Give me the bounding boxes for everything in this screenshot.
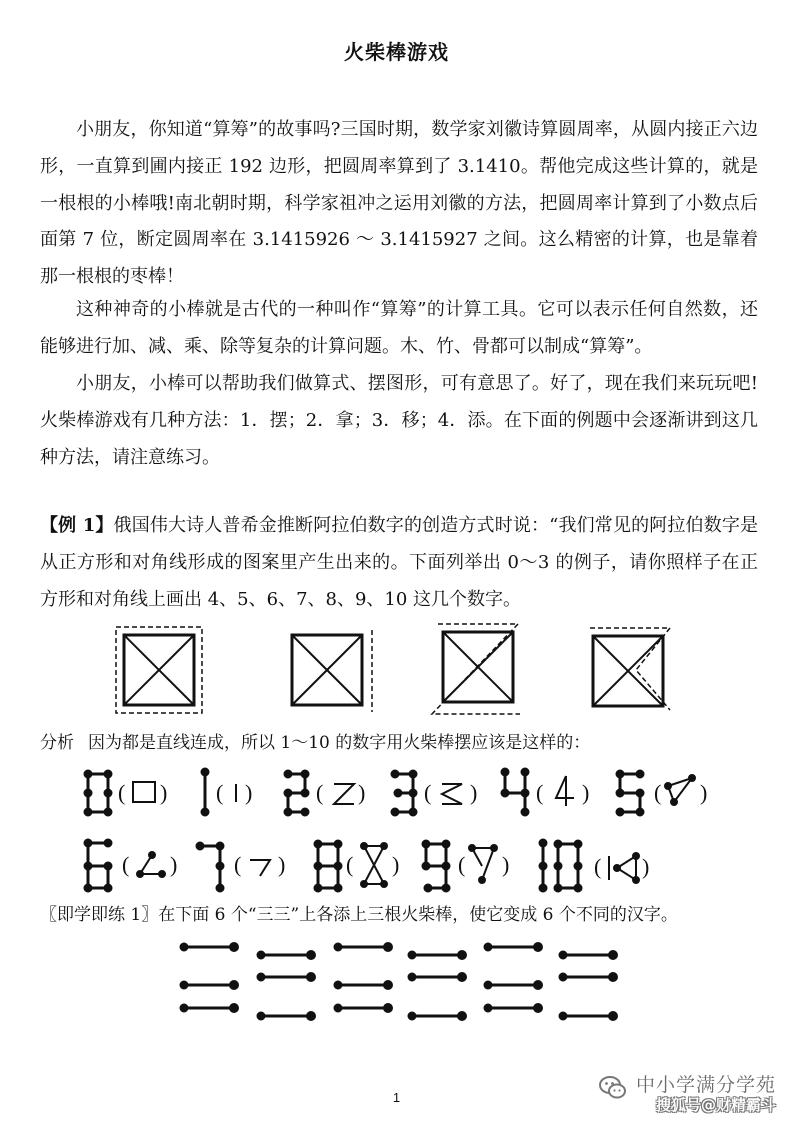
- matchstick-head: [385, 944, 392, 951]
- matchstick-tail: [409, 1013, 415, 1019]
- exercise-san-san-group: [409, 952, 466, 1020]
- exercise-groups: [181, 944, 617, 1020]
- match-digit-11: [540, 840, 649, 891]
- svg-text:): ): [170, 852, 178, 877]
- svg-text:(: (: [216, 780, 224, 805]
- svg-text:(: (: [122, 852, 130, 877]
- svg-text:(: (: [118, 780, 126, 805]
- svg-text:(: (: [458, 852, 466, 877]
- svg-text:): ): [160, 780, 168, 805]
- match-digit-2: [202, 769, 252, 815]
- exercise-san-san-group: [258, 952, 315, 1020]
- square-figure-0: [116, 627, 202, 713]
- matchstick-head: [535, 1005, 542, 1012]
- match-digit-8: [197, 843, 285, 891]
- match-digit-4: [392, 771, 477, 815]
- matchstick-head: [231, 944, 238, 951]
- svg-text:): ): [642, 854, 650, 879]
- matchstick-tail: [560, 952, 566, 958]
- svg-text:): ): [278, 852, 286, 877]
- match-digit-5: [502, 769, 589, 815]
- matchstick-tail: [181, 944, 187, 950]
- match-digit-1: [85, 771, 167, 815]
- matchstick-head: [308, 1013, 315, 1020]
- matchstick-tail: [485, 982, 491, 988]
- matchstick-head: [459, 974, 466, 981]
- matchstick-head: [231, 982, 238, 989]
- exercise-san-san-group: [560, 952, 617, 1020]
- svg-text:): ): [502, 852, 510, 877]
- svg-text:): ): [358, 780, 366, 805]
- match-digit-3: [285, 771, 365, 815]
- svg-text:(: (: [594, 854, 602, 879]
- svg-text:(: (: [316, 780, 324, 805]
- matchstick-tail: [485, 944, 491, 950]
- matchstick-head: [459, 952, 466, 959]
- square-figure-1: [292, 630, 372, 712]
- matchstick-tail: [258, 1013, 264, 1019]
- intro-paragraph-1: 小朋友，你知道“算筹”的故事吗?三国时期，数学家刘徽诗算圆周率，从圆内接正六边形，一直算到圃内接正 192 边形，把圆周率算到了 3.1410。帮他完成这些计算的，就是一根根的小棒哦!南北朝时期，科学家祖冲之运用刘徽的方法，把圆周率计算到了小数点后面第 7 位，断定圆周率在 3.1415926 ～ 3.1415927 之间。这么精密的计算，也是靠着那一根根的枣棒！: [40, 119, 758, 288]
- intro-paragraph-3: 小朋友，小棒可以帮助我们做算式、摆图形，可有意思了。好了，现在我们来玩玩吧!火柴棒游戏有几种方法：1．摆；2．拿；3．移；4．添。在下面的例题中会逐渐讲到这几种方法，请注意练习。: [40, 373, 758, 468]
- svg-text:(: (: [346, 852, 354, 877]
- example-1-label: 【例 1】: [40, 515, 114, 536]
- svg-text:): ): [470, 780, 478, 805]
- matchstick-tail: [181, 982, 187, 988]
- matchstick-tail: [485, 1005, 491, 1011]
- svg-text:): ): [582, 780, 590, 805]
- matchstick-head: [385, 1005, 392, 1012]
- page-title: 火柴棒游戏: [344, 40, 449, 64]
- matchstick-tail: [560, 1013, 566, 1019]
- page-number: 1: [392, 1090, 401, 1105]
- matchstick-head: [308, 952, 315, 959]
- matchstick-tail: [409, 974, 415, 980]
- matchstick-head: [535, 982, 542, 989]
- matchstick-tail: [258, 952, 264, 958]
- matchstick-head: [308, 974, 315, 981]
- match-digit-7: [85, 840, 177, 891]
- exercise-san-san-group: [335, 944, 392, 1012]
- intro-paragraph-2: 这种神奇的小棒就是古代的一种叫作“算筹”的计算工具。它可以表示任何自然数，还能够进行加、减、乘、除等复杂的计算问题。木、竹、骨都可以制成“算筹”。: [40, 299, 758, 357]
- matchstick-head: [535, 944, 542, 951]
- svg-text:(: (: [654, 780, 662, 805]
- analysis-line: [40, 728, 758, 758]
- watermark-sohu-handle: 搜狐号@财精霸斗: [656, 1096, 777, 1114]
- svg-text:): ): [245, 780, 253, 805]
- exercise-san-san-group: [485, 944, 542, 1012]
- analysis-text: 因为都是直线连成，所以 1～10 的数字用火柴棒摆应该是这样的：: [88, 733, 591, 753]
- square-figure-2: [432, 624, 520, 714]
- matchstick-tail: [335, 944, 341, 950]
- exercise-san-san-group: [181, 944, 238, 1012]
- match-digit-10: [423, 841, 509, 891]
- example-1-text: 俄国伟大诗人普希金推断阿拉伯数字的创造方式时说：“我们常见的阿拉伯数字是从正方形和对角线形成的图案里产生出来的。下面列举出 0～3 的例子，请你照样子在正方形和对角线上画出 4、5、6、7、8、9、10 这几个数字。: [40, 515, 758, 610]
- matchstick-head: [231, 1005, 238, 1012]
- wechat-logo-icon: [598, 1073, 628, 1103]
- svg-text:(: (: [234, 852, 242, 877]
- matchstick-tail: [335, 1005, 341, 1011]
- svg-text:(: (: [424, 780, 432, 805]
- matchstick-tail: [181, 1005, 187, 1011]
- svg-text:(: (: [536, 780, 544, 805]
- matchstick-head: [459, 1013, 466, 1020]
- matchstick-tail: [409, 952, 415, 958]
- svg-text:): ): [392, 852, 400, 877]
- matchstick-tail: [258, 974, 264, 980]
- matchstick-head: [610, 1013, 617, 1020]
- matchstick-tail: [560, 974, 566, 980]
- matchstick-head: [610, 952, 617, 959]
- matchstick-head: [385, 982, 392, 989]
- analysis-label: 分析: [40, 733, 74, 753]
- svg-text:): ): [700, 780, 708, 805]
- match-digit-9: [315, 841, 399, 891]
- watermark-account-name: 中小学满分学苑: [636, 1074, 777, 1096]
- match-digit-6: [617, 771, 707, 815]
- matchstick-head: [610, 974, 617, 981]
- square-figure-3: [590, 628, 670, 710]
- exercise-1-prompt: 〖即学即练 1〗在下面 6 个“三三”上各添上三根火柴棒，使它变成 6 个不同的汉字。: [40, 905, 678, 925]
- matchstick-tail: [335, 982, 341, 988]
